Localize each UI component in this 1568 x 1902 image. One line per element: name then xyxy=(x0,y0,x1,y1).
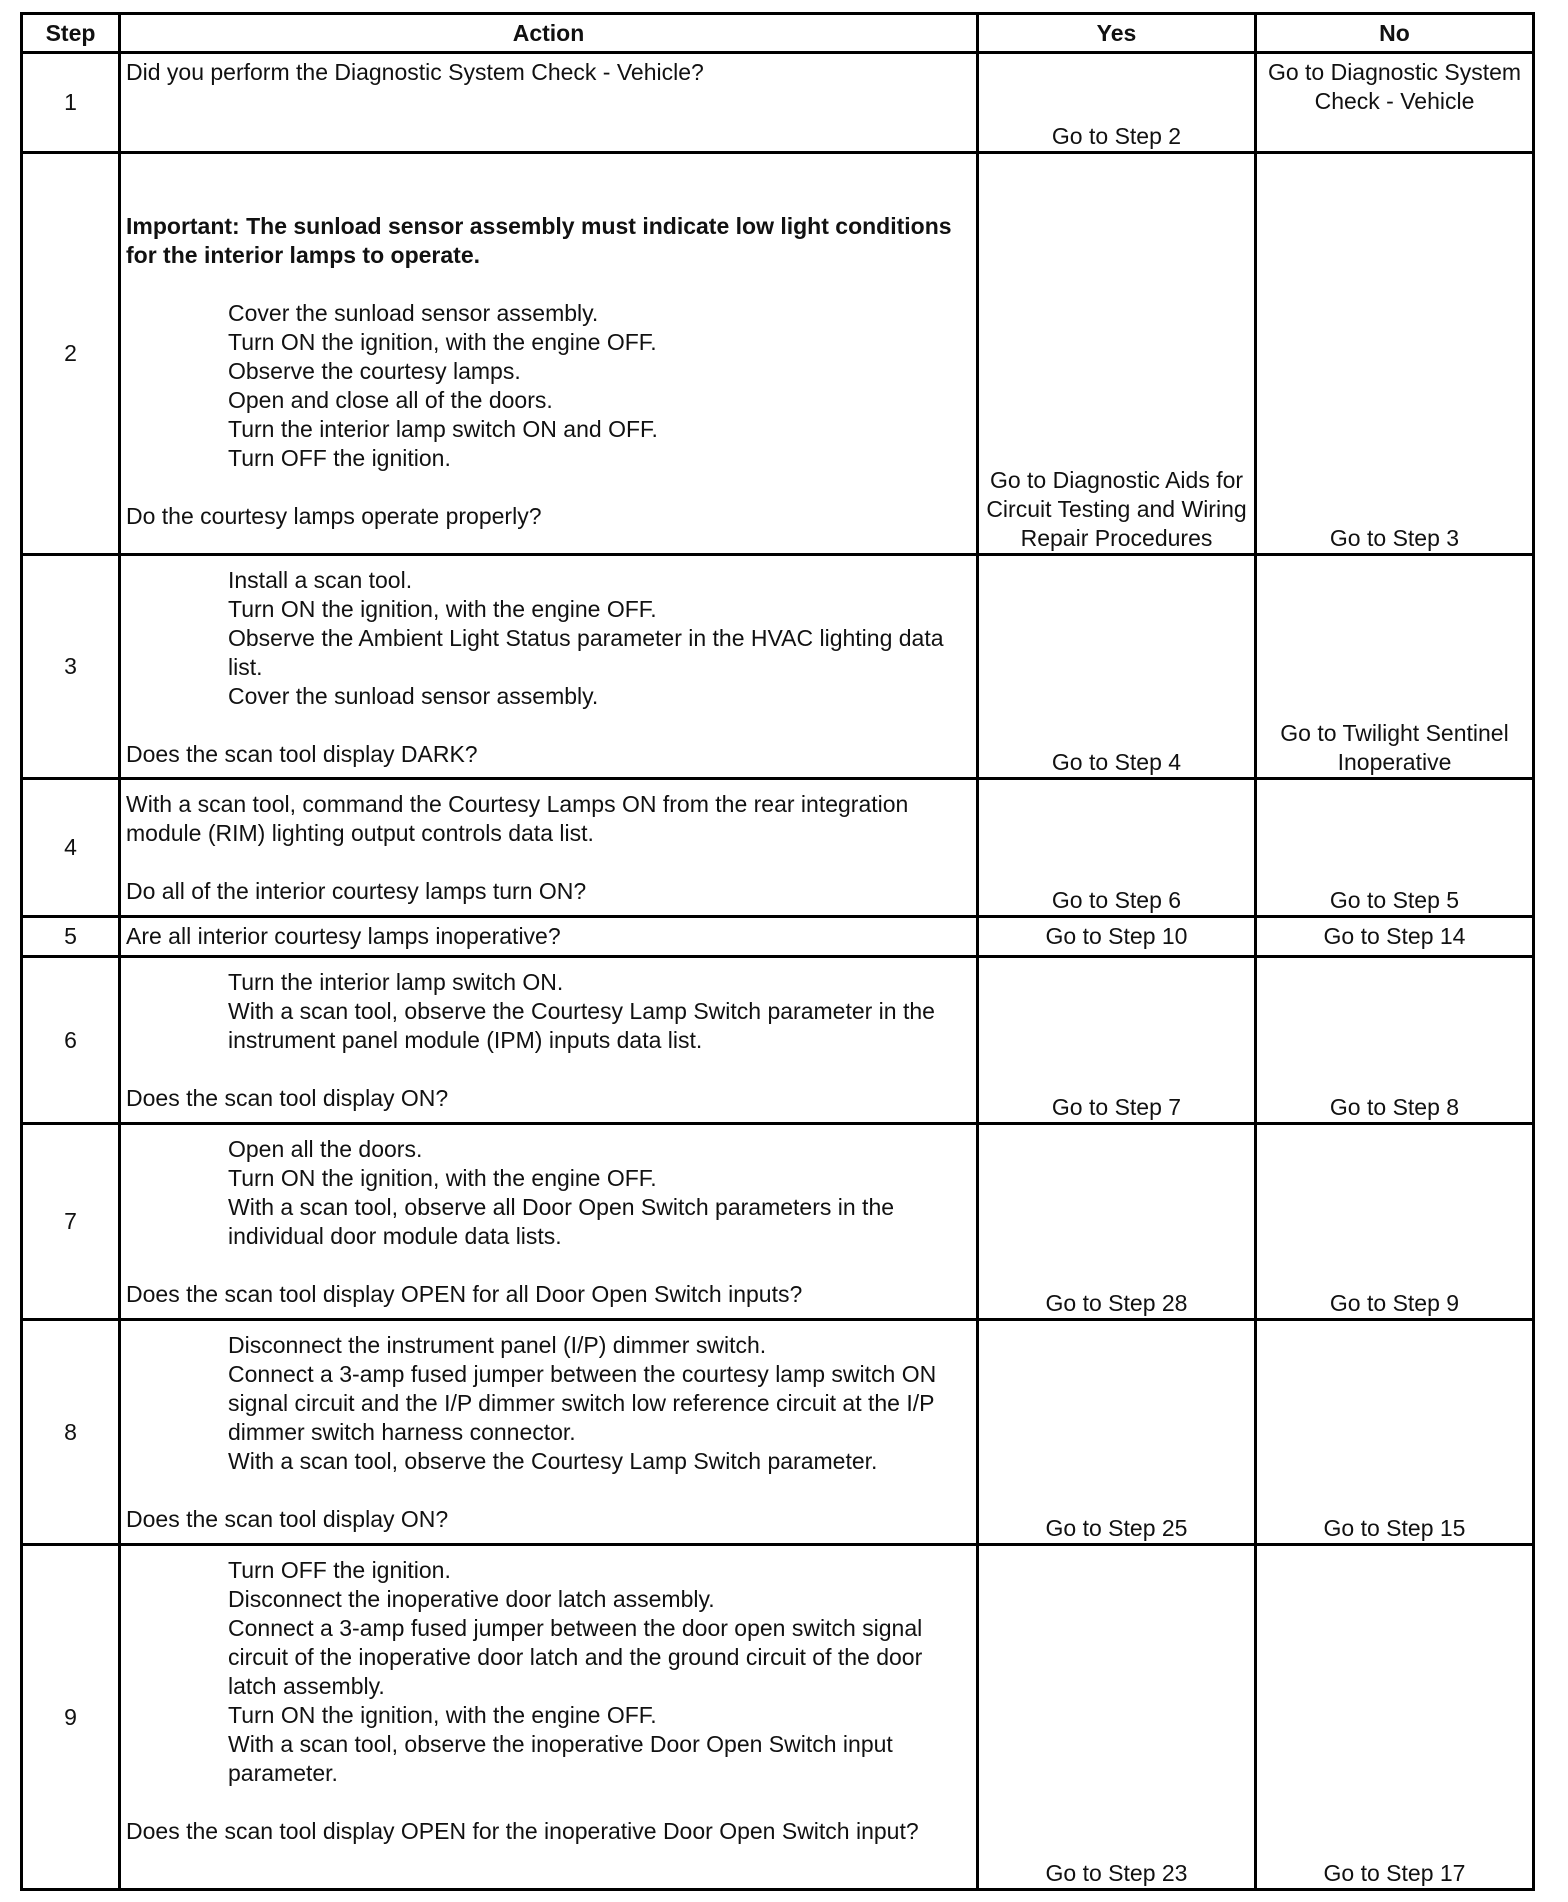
action-cell xyxy=(120,1124,978,1320)
yes-cell: Go to Step 23 xyxy=(978,1545,1256,1890)
step-question: Did you perform the Diagnostic System Check - Vehicle? xyxy=(126,59,704,85)
no-cell: Go to Twilight Sentinel Inoperative xyxy=(1256,555,1534,779)
action-item: Observe the courtesy lamps. xyxy=(228,358,521,384)
step-number: 9 xyxy=(22,1545,120,1890)
action-cell xyxy=(120,779,978,917)
action-list xyxy=(126,1331,971,1476)
no-cell: Go to Step 5 xyxy=(1256,779,1534,917)
action-item: Turn OFF the ignition. xyxy=(228,1557,451,1583)
no-cell: Go to Step 3 xyxy=(1256,153,1534,555)
yes-cell: Go to Step 25 xyxy=(978,1320,1256,1545)
step-question: Does the scan tool display OPEN for all Door Open Switch inputs? xyxy=(126,1281,803,1307)
no-cell: Go to Diagnostic System Check - Vehicle xyxy=(1256,53,1534,153)
no-cell: Go to Step 8 xyxy=(1256,957,1534,1124)
yes-cell: Go to Step 6 xyxy=(978,779,1256,917)
yes-cell: Go to Step 7 xyxy=(978,957,1256,1124)
yes-cell: Go to Step 2 xyxy=(978,53,1256,153)
action-item: With a scan tool, observe the inoperative Door Open Switch input parameter. xyxy=(228,1731,893,1786)
step-question: Do all of the interior courtesy lamps turn ON? xyxy=(126,878,587,904)
step-number: 6 xyxy=(22,957,120,1124)
action-list xyxy=(126,299,971,473)
action-cell xyxy=(120,917,978,957)
action-item: Turn ON the ignition, with the engine OFF. xyxy=(228,1165,657,1191)
yes-cell: Go to Diagnostic Aids for Circuit Testing and Wiring Repair Procedures xyxy=(978,153,1256,555)
action-list xyxy=(126,566,971,711)
action-item: Cover the sunload sensor assembly. xyxy=(228,300,599,326)
table-row xyxy=(22,555,1534,779)
table-row xyxy=(22,957,1534,1124)
action-item: Turn ON the ignition, with the engine OFF. xyxy=(228,1702,657,1728)
action-cell xyxy=(120,1320,978,1545)
action-item: Turn ON the ignition, with the engine OFF. xyxy=(228,329,657,355)
step-question: Does the scan tool display DARK? xyxy=(126,741,478,767)
step-question: Are all interior courtesy lamps inoperative? xyxy=(126,923,561,949)
header-yes: Yes xyxy=(978,14,1256,53)
action-list xyxy=(126,1135,971,1251)
action-item: Disconnect the inoperative door latch assembly. xyxy=(228,1586,715,1612)
yes-cell: Go to Step 28 xyxy=(978,1124,1256,1320)
no-cell: Go to Step 15 xyxy=(1256,1320,1534,1545)
step-number: 3 xyxy=(22,555,120,779)
diagnostic-table xyxy=(20,12,1535,1891)
action-list xyxy=(126,968,971,1055)
action-cell xyxy=(120,53,978,153)
no-cell: Go to Step 9 xyxy=(1256,1124,1534,1320)
table-row xyxy=(22,917,1534,957)
step-question: Do the courtesy lamps operate properly? xyxy=(126,503,542,529)
yes-cell: Go to Step 4 xyxy=(978,555,1256,779)
action-item: Install a scan tool. xyxy=(228,567,413,593)
header-no: No xyxy=(1256,14,1534,53)
yes-cell: Go to Step 10 xyxy=(978,917,1256,957)
action-item: Turn the interior lamp switch ON and OFF. xyxy=(228,416,658,442)
action-list xyxy=(126,1556,971,1788)
table-row xyxy=(22,1545,1534,1890)
no-cell: Go to Step 17 xyxy=(1256,1545,1534,1890)
step-number: 1 xyxy=(22,53,120,153)
no-cell: Go to Step 14 xyxy=(1256,917,1534,957)
step-question: Does the scan tool display ON? xyxy=(126,1506,449,1532)
action-item: Observe the Ambient Light Status parameter in the HVAC lighting data list. xyxy=(228,625,944,680)
action-item: Connect a 3-amp fused jumper between the courtesy lamp switch ON signal circuit and the I/P dimmer switch low reference circuit at the I/P dimmer switch harness connector. xyxy=(228,1361,937,1445)
header-step: Step xyxy=(22,14,120,53)
step-number: 8 xyxy=(22,1320,120,1545)
step-number: 7 xyxy=(22,1124,120,1320)
action-item: Turn the interior lamp switch ON. xyxy=(228,969,564,995)
action-item: Open and close all of the doors. xyxy=(228,387,553,413)
action-item: Turn ON the ignition, with the engine OFF. xyxy=(228,596,657,622)
action-item: Open all the doors. xyxy=(228,1136,423,1162)
step-number: 4 xyxy=(22,779,120,917)
table-row xyxy=(22,53,1534,153)
step-number: 2 xyxy=(22,153,120,555)
table-row xyxy=(22,779,1534,917)
important-note: Important: The sunload sensor assembly must indicate low light conditions for the interior lamps to operate. xyxy=(126,213,952,268)
action-item: With a scan tool, observe the Courtesy Lamp Switch parameter. xyxy=(228,1448,878,1474)
header-row xyxy=(22,14,1534,53)
step-intro: With a scan tool, command the Courtesy Lamps ON from the rear integration module (RIM) lighting output controls data list. xyxy=(126,791,909,846)
table-row xyxy=(22,1124,1534,1320)
action-item: With a scan tool, observe the Courtesy Lamp Switch parameter in the instrument panel module (IPM) inputs data list. xyxy=(228,998,935,1053)
action-cell xyxy=(120,555,978,779)
action-item: Disconnect the instrument panel (I/P) dimmer switch. xyxy=(228,1332,767,1358)
action-item: Turn OFF the ignition. xyxy=(228,445,451,471)
step-question: Does the scan tool display OPEN for the inoperative Door Open Switch input? xyxy=(126,1818,919,1844)
action-cell xyxy=(120,1545,978,1890)
action-cell xyxy=(120,957,978,1124)
action-item: With a scan tool, observe all Door Open Switch parameters in the individual door module data lists. xyxy=(228,1194,895,1249)
action-cell xyxy=(120,153,978,555)
step-question: Does the scan tool display ON? xyxy=(126,1085,449,1111)
header-action: Action xyxy=(120,14,978,53)
table-row xyxy=(22,1320,1534,1545)
action-item: Cover the sunload sensor assembly. xyxy=(228,683,599,709)
step-number: 5 xyxy=(22,917,120,957)
table-row xyxy=(22,153,1534,555)
action-item: Connect a 3-amp fused jumper between the door open switch signal circuit of the inoperative door latch and the ground circuit of the door latch assembly. xyxy=(228,1615,923,1699)
